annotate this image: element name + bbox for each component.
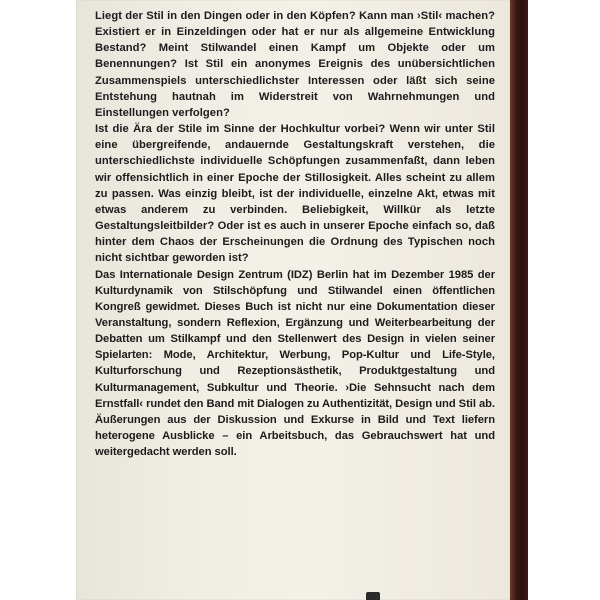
bottom-edge-mark [366,592,380,600]
background-margin [528,0,600,600]
paragraph-1: Liegt der Stil in den Dingen oder in den Köpfen? Kann man ›Stil‹ machen? Existiert er in Einzeldingen oder hat er nur als allgemeine Entwicklung Bestand? Meint Stilwandel einen Kampf um Objekte oder um Benennungen? Ist Stil ein anonymes Ereignis des unübersichtlichen Zusammenspiels unterschiedlichster Interessen oder läßt sich seine Entstehung hautnah im Widerstreit von Wahrnehmungen und Einstellungen verfolgen? [95,10,495,119]
blurb-text-block [95,8,495,460]
paragraph-2: Ist die Ära der Stile im Sinne der Hochkultur vorbei? Wenn wir unter Stil eine übergreifende, andauernde Gestaltungskraft verstehen, die unterschiedlichste individuelle Schöpfungen zusammenfaßt, dann leben wir offensichtlich in einer Epoche der Stillosigkeit. Alles scheint zu allem zu passen. Was einzig bleibt, ist der individuelle, einzelne Akt, etwas mit etwas anderem zu verbinden. Beliebigkeit, Willkür als letzte Gestaltungsleitbilder? Oder ist es auch in unserer Epoche einfach so, daß hinter dem Chaos der Erscheinungen die Ordnung des Typischen noch nicht sichtbar geworden ist? [95,123,495,265]
book-spine [510,0,528,600]
book-back-cover [76,0,510,600]
paragraph-3: Das Internationale Design Zentrum (IDZ) Berlin hat im Dezember 1985 der Kulturdynamik von Stilschöpfung und Stilwandel einen öffentlichen Kongreß gewidmet. Dieses Buch ist nicht nur eine Dokumentation dieser Veranstaltung, sondern Reflexion, Ergänzung und Weiterbearbeitung der Debatten um Stilkampf und den Stellenwert des Design in vielen seiner Spielarten: Mode, Architektur, Werbung, Pop-Kultur und Life-Style, Kulturforschung und Rezeptionsästhetik, Produktgestaltung und Kulturmanagement, Subkultur und Theorie. ›Die Sehnsucht nach dem Ernstfall‹ rundet den Band mit Dialogen zu Authentizität, Design und Stil ab. Äußerungen aus der Diskussion und Exkurse in Bild und Text liefern heterogene Ausblicke – ein Arbeitsbuch, das Gebrauchswert hat und weitergedacht werden soll. [95,268,495,459]
